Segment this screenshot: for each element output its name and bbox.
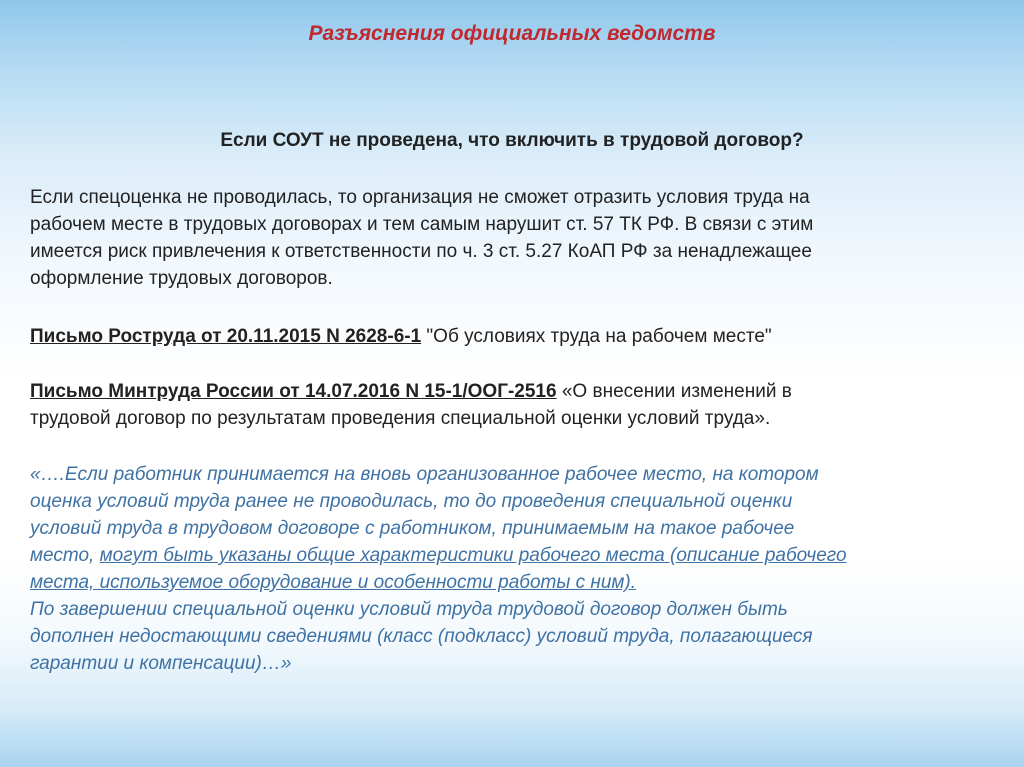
intro-line-3: имеется риск привлечения к ответственности по ч. 3 ст. 5.27 КоАП РФ за ненадлежащее (30, 241, 812, 262)
quote-line-2: оценка условий труда ранее не проводилась, то до проведения специальной оценки (30, 491, 793, 512)
letter-mintrud-title-line-1: «О внесении изменений в (556, 381, 792, 402)
intro-paragraph (30, 184, 990, 292)
quote-line-6: По завершении специальной оценки условий труда трудовой договор должен быть (30, 599, 788, 620)
quote-line-1: «….Если работник принимается на вновь организованное рабочее место, на котором (30, 464, 819, 485)
intro-line-4: оформление трудовых договоров. (30, 268, 333, 289)
slide-title: Разъяснения официальных ведомств (308, 22, 716, 45)
quote-block (30, 461, 990, 677)
letter-mintrud-title-line-2: трудовой договор по результатам проведения специальной оценки условий труда». (30, 408, 771, 429)
letter-mintrud (30, 378, 990, 432)
intro-line-2: рабочем месте в трудовых договорах и тем самым нарушит ст. 57 ТК РФ. В связи с этим (30, 214, 814, 235)
quote-line-5-underlined: места, используемое оборудование и особенности работы с ним). (30, 572, 637, 593)
quote-line-4-underlined: могут быть указаны общие характеристики рабочего места (описание рабочего (99, 545, 847, 566)
letter-rostrud (30, 323, 990, 350)
letter-rostrud-title: "Об условиях труда на рабочем месте" (421, 326, 772, 347)
quote-line-7: дополнен недостающими сведениями (класс (подкласс) условий труда, полагающиеся (30, 626, 813, 647)
quote-line-3: условий труда в трудовом договоре с работником, принимаемым на такое рабочее (30, 518, 795, 539)
quote-line-8: гарантии и компенсации)…» (30, 653, 292, 674)
quote-line-4-plain: место, (30, 545, 100, 566)
letter-rostrud-reference[interactable]: Письмо Роструда от 20.11.2015 N 2628-6-1 (30, 326, 422, 347)
letter-mintrud-reference[interactable]: Письмо Минтруда России от 14.07.2016 N 15-1/ООГ-2516 (30, 381, 557, 402)
intro-line-1: Если спецоценка не проводилась, то организация не сможет отразить условия труда на (30, 187, 810, 208)
question-heading: Если СОУТ не проведена, что включить в трудовой договор? (220, 130, 804, 151)
